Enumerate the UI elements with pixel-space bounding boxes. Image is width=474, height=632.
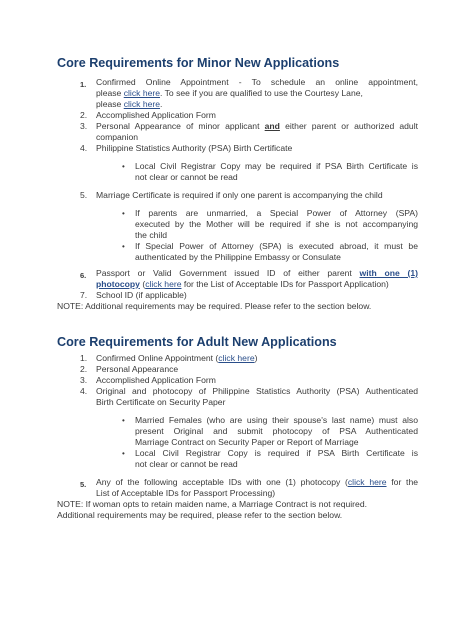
adult-note-line-a: NOTE: If woman opts to retain maiden name, a Marriage Contract is not required. bbox=[57, 499, 367, 509]
minor-item-6-line-b bbox=[96, 279, 389, 290]
adult-item-2: Personal Appearance bbox=[96, 364, 179, 374]
bullet: • bbox=[122, 209, 125, 218]
text: for the bbox=[391, 477, 418, 487]
minor-bullet-2-line-c: the child bbox=[135, 230, 168, 240]
click-here-link[interactable]: click here bbox=[347, 477, 387, 487]
minor-bullet-2-line-a: If parents are unmarried, a Special Power of Attorney (SPA) bbox=[135, 208, 418, 218]
text: Confirmed Online Appointment ( bbox=[96, 353, 219, 363]
click-here-link[interactable]: click here bbox=[145, 279, 182, 289]
list-number: 2. bbox=[80, 364, 88, 374]
minor-bullet-2-line-b: executed by the Mother will be required if she is not accompanying bbox=[135, 219, 418, 229]
text: please bbox=[96, 88, 122, 98]
minor-bullet-1-line-b: not clear or cannot be read bbox=[135, 172, 238, 182]
text: for the List of Acceptable IDs for Passport Application) bbox=[183, 279, 389, 289]
minor-section-title: Core Requirements for Minor New Applications bbox=[57, 56, 340, 70]
list-number: 3. bbox=[80, 375, 88, 385]
adult-bullet-2-line-b: not clear or cannot be read bbox=[135, 459, 238, 469]
adult-note-line-b: Additional requirements may be required, please refer to the section below. bbox=[57, 510, 343, 520]
text: Personal Appearance of minor applicant bbox=[96, 121, 260, 131]
minor-item-4: Philippine Statistics Authority (PSA) Birth Certificate bbox=[96, 143, 293, 153]
click-here-link[interactable]: click here bbox=[123, 88, 161, 98]
bullet: • bbox=[122, 242, 125, 251]
adult-bullet-1-line-b: present Original and submit photocopy of PSA Authenticated bbox=[135, 426, 418, 436]
adult-section-title: Core Requirements for Adult New Applications bbox=[57, 335, 337, 349]
minor-item-7: School ID (if applicable) bbox=[96, 290, 187, 300]
emphasis: and bbox=[264, 121, 280, 131]
minor-note: NOTE: Additional requirements may be required. Please refer to the section below. bbox=[57, 301, 372, 311]
adult-item-4-line-a: Original and photocopy of Philippine Statistics Authority (PSA) Authenticated bbox=[96, 386, 418, 396]
minor-bullet-3-line-b: authenticated by the Philippine Embassy or Consulate bbox=[135, 252, 341, 262]
list-number: 5. bbox=[80, 190, 88, 200]
minor-bullet-3-line-a: If Special Power of Attorney (SPA) is executed abroad, it must be bbox=[135, 241, 418, 251]
list-number: 5. bbox=[80, 480, 87, 489]
minor-item-1-line-b bbox=[96, 88, 418, 99]
adult-item-5-line-b: List of Acceptable IDs for Passport Processing) bbox=[96, 488, 276, 498]
list-number: 7. bbox=[80, 290, 88, 300]
adult-item-4-line-b: Birth Certificate on Security Paper bbox=[96, 397, 226, 407]
text: . To see if you are qualified to use the Courtesy Lane, bbox=[160, 88, 363, 98]
text: . bbox=[160, 99, 163, 109]
adult-item-5-line-a bbox=[96, 477, 418, 488]
click-here-link[interactable]: click here bbox=[218, 353, 255, 363]
list-number: 6. bbox=[80, 271, 87, 280]
adult-bullet-2-line-a: Local Civil Registrar Copy is required if PSA Birth Certificate is bbox=[135, 448, 418, 458]
list-number: 1. bbox=[80, 80, 87, 89]
text: Any of the following acceptable IDs with one (1) photocopy ( bbox=[96, 477, 348, 487]
list-number: 1. bbox=[80, 353, 88, 363]
text: ) bbox=[254, 353, 258, 363]
list-number: 2. bbox=[80, 110, 88, 120]
text: please bbox=[96, 99, 122, 109]
text: either parent or authorized adult bbox=[285, 121, 419, 131]
minor-item-1-line-a: Confirmed Online Appointment - To schedule an online appointment, bbox=[96, 77, 418, 87]
adult-item-3: Accomplished Application Form bbox=[96, 375, 216, 385]
minor-item-3-line-a bbox=[96, 121, 418, 132]
list-number: 3. bbox=[80, 121, 88, 131]
minor-item-6-line-a bbox=[96, 268, 418, 279]
minor-item-1-line-c bbox=[96, 99, 162, 110]
bullet: • bbox=[122, 449, 125, 458]
text: ( bbox=[142, 279, 146, 289]
adult-bullet-1-line-a: Married Females (who are using their spouse's last name) must also bbox=[135, 415, 418, 425]
photocopy-link[interactable]: photocopy bbox=[96, 279, 140, 289]
adult-item-1 bbox=[96, 353, 257, 364]
adult-bullet-1-line-c: Marriage Contract on Security Paper or Report of Marriage bbox=[135, 437, 359, 447]
list-number: 4. bbox=[80, 386, 88, 396]
bullet: • bbox=[122, 416, 125, 425]
click-here-link[interactable]: click here bbox=[123, 99, 161, 109]
bullet: • bbox=[122, 162, 125, 171]
minor-item-5: Marriage Certificate is required if only one parent is accompanying the child bbox=[96, 190, 383, 200]
list-number: 4. bbox=[80, 143, 88, 153]
minor-bullet-1-line-a: Local Civil Registrar Copy may be required if PSA Birth Certificate is bbox=[135, 161, 418, 171]
minor-item-3-line-b: companion bbox=[96, 132, 139, 142]
minor-item-2: Accomplished Application Form bbox=[96, 110, 216, 120]
text: Passport or Valid Government issued ID of either parent bbox=[96, 268, 352, 278]
with-one-photocopy-link[interactable]: with one (1) bbox=[359, 268, 418, 278]
